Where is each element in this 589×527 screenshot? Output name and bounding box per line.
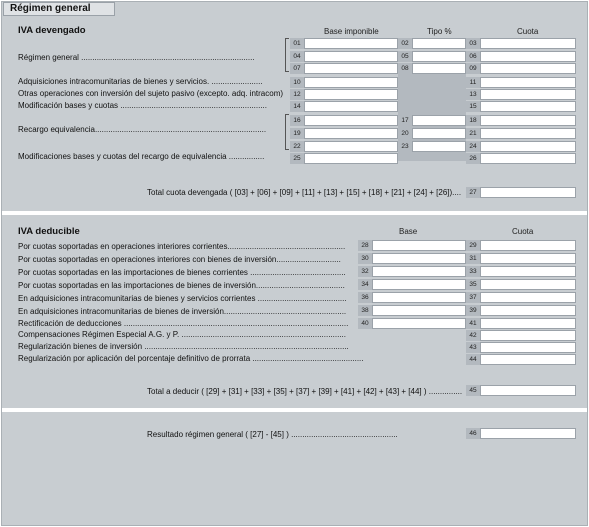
input-19[interactable] — [304, 128, 398, 139]
box-number-46: 46 — [466, 428, 480, 439]
bracket-recargo — [285, 114, 289, 150]
box-number-37: 37 — [466, 292, 480, 303]
section-separator-2 — [2, 408, 587, 412]
input-35[interactable] — [480, 279, 576, 290]
box-number-42: 42 — [466, 330, 480, 341]
box-number-29: 29 — [466, 240, 480, 251]
label-deducible-1: Por cuotas soportadas en operaciones interiores corrientes..................................................... — [18, 242, 346, 251]
label-total-devengada: Total cuota devengada ( [03] + [06] + [09] + [11] + [13] + [15] + [18] + [21] + [24] + [26]).... — [147, 188, 462, 197]
input-29[interactable] — [480, 240, 576, 251]
input-26[interactable] — [480, 153, 576, 164]
input-01[interactable] — [304, 38, 398, 49]
label-adquisiciones: Adquisiciones intracomunitarias de bienes y servicios. ....................... — [18, 77, 263, 86]
box-number-38: 38 — [358, 305, 372, 316]
box-number-07: 07 — [290, 63, 304, 74]
label-deducible-10: Regularización por aplicación del porcentaje definitivo de prorrata .................................................. — [18, 354, 364, 363]
input-03[interactable] — [480, 38, 576, 49]
box-number-19: 19 — [290, 128, 304, 139]
input-23[interactable] — [412, 141, 466, 152]
input-36[interactable] — [372, 292, 466, 303]
box-number-32: 32 — [358, 266, 372, 277]
input-02[interactable] — [412, 38, 466, 49]
header-cuota-deducible: Cuota — [512, 227, 534, 236]
input-04[interactable] — [304, 51, 398, 62]
box-number-24: 24 — [466, 141, 480, 152]
input-14[interactable] — [304, 101, 398, 112]
box-number-31: 31 — [466, 253, 480, 264]
box-number-44: 44 — [466, 354, 480, 365]
input-15[interactable] — [480, 101, 576, 112]
box-number-20: 20 — [398, 128, 412, 139]
label-otras-operaciones: Otras operaciones con inversión del sujeto pasivo (excepto. adq. intracom) — [18, 89, 284, 98]
input-10[interactable] — [304, 77, 398, 88]
header-base-imponible: Base imponible — [324, 27, 379, 36]
box-number-39: 39 — [466, 305, 480, 316]
input-06[interactable] — [480, 51, 576, 62]
input-11[interactable] — [480, 77, 576, 88]
box-number-41: 41 — [466, 318, 480, 329]
box-number-10: 10 — [290, 77, 304, 88]
box-number-03: 03 — [466, 38, 480, 49]
box-number-01: 01 — [290, 38, 304, 49]
input-46[interactable] — [480, 428, 576, 439]
box-number-09: 09 — [466, 63, 480, 74]
label-deducible-5: En adquisiciones intracomunitarias de bienes y servicios corrientes ........................................ — [18, 294, 347, 303]
input-44[interactable] — [480, 354, 576, 365]
box-number-04: 04 — [290, 51, 304, 62]
box-number-40: 40 — [358, 318, 372, 329]
box-number-17: 17 — [398, 115, 412, 126]
box-number-28: 28 — [358, 240, 372, 251]
box-number-35: 35 — [466, 279, 480, 290]
box-number-21: 21 — [466, 128, 480, 139]
section-separator — [2, 211, 587, 215]
box-number-15: 15 — [466, 101, 480, 112]
box-number-27: 27 — [466, 187, 480, 198]
box-number-13: 13 — [466, 89, 480, 100]
label-modificaciones-recargo: Modificaciones bases y cuotas del recargo de equivalencia ................ — [18, 152, 265, 161]
input-07[interactable] — [304, 63, 398, 74]
box-number-12: 12 — [290, 89, 304, 100]
input-20[interactable] — [412, 128, 466, 139]
input-38[interactable] — [372, 305, 466, 316]
box-number-25: 25 — [290, 153, 304, 164]
input-40[interactable] — [372, 318, 466, 329]
label-regimen-general: Régimen general .............................................................................. — [18, 53, 255, 62]
label-deducible-8: Compensaciones Régimen Especial A.G. y P. .......................................................................... — [18, 330, 346, 339]
input-16[interactable] — [304, 115, 398, 126]
header-tipo: Tipo % — [427, 27, 452, 36]
input-28[interactable] — [372, 240, 466, 251]
input-41[interactable] — [480, 318, 576, 329]
input-18[interactable] — [480, 115, 576, 126]
input-37[interactable] — [480, 292, 576, 303]
bracket-regimen-general — [285, 38, 289, 72]
deducible-title: IVA deducible — [18, 226, 80, 237]
input-25[interactable] — [304, 153, 398, 164]
box-number-36: 36 — [358, 292, 372, 303]
box-number-23: 23 — [398, 141, 412, 152]
box-number-26: 26 — [466, 153, 480, 164]
box-number-30: 30 — [358, 253, 372, 264]
input-31[interactable] — [480, 253, 576, 264]
input-30[interactable] — [372, 253, 466, 264]
box-number-14: 14 — [290, 101, 304, 112]
box-number-16: 16 — [290, 115, 304, 126]
box-number-06: 06 — [466, 51, 480, 62]
box-number-45: 45 — [466, 385, 480, 396]
box-number-08: 08 — [398, 63, 412, 74]
input-34[interactable] — [372, 279, 466, 290]
label-deducible-4: Por cuotas soportadas en las importaciones de bienes de inversión........................................ — [18, 281, 345, 290]
label-modificacion: Modificación bases y cuotas .................................................................. — [18, 101, 267, 110]
box-number-33: 33 — [466, 266, 480, 277]
input-21[interactable] — [480, 128, 576, 139]
input-33[interactable] — [480, 266, 576, 277]
box-number-11: 11 — [466, 77, 480, 88]
input-12[interactable] — [304, 89, 398, 100]
input-22[interactable] — [304, 141, 398, 152]
input-32[interactable] — [372, 266, 466, 277]
box-number-02: 02 — [398, 38, 412, 49]
label-deducible-2: Por cuotas soportadas en operaciones interiores con bienes de inversión............................. — [18, 255, 341, 264]
label-deducible-6: En adquisiciones intracomunitarias de bienes de inversión....................................................... — [18, 307, 347, 316]
input-39[interactable] — [480, 305, 576, 316]
label-total-deducir: Total a deducir ( [29] + [31] + [33] + [35] + [37] + [39] + [41] + [42] + [43] + [44] ) ............... — [147, 387, 463, 396]
header-cuota: Cuota — [517, 27, 539, 36]
input-24[interactable] — [480, 141, 576, 152]
label-recargo: Recargo equivalencia............................................................................. — [18, 125, 267, 134]
devengado-title: IVA devengado — [18, 25, 86, 36]
box-number-34: 34 — [358, 279, 372, 290]
input-27[interactable] — [480, 187, 576, 198]
input-09[interactable] — [480, 63, 576, 74]
input-45[interactable] — [480, 385, 576, 396]
input-42[interactable] — [480, 330, 576, 341]
box-number-43: 43 — [466, 342, 480, 353]
input-17[interactable] — [412, 115, 466, 126]
section-tab: Régimen general — [3, 2, 115, 16]
box-number-22: 22 — [290, 141, 304, 152]
input-05[interactable] — [412, 51, 466, 62]
label-deducible-7: Rectificación de deducciones ..................................................................................................... — [18, 319, 349, 328]
label-resultado: Resultado régimen general ( [27] - [45] ) ................................................ — [147, 430, 398, 439]
input-43[interactable] — [480, 342, 576, 353]
box-number-18: 18 — [466, 115, 480, 126]
label-deducible-9: Regularización bienes de inversión ............................................................................................ — [18, 342, 349, 351]
header-base: Base — [399, 227, 418, 236]
input-13[interactable] — [480, 89, 576, 100]
label-deducible-3: Por cuotas soportadas en las importaciones de bienes corrientes ........................................... — [18, 268, 346, 277]
input-08[interactable] — [412, 63, 466, 74]
box-number-05: 05 — [398, 51, 412, 62]
